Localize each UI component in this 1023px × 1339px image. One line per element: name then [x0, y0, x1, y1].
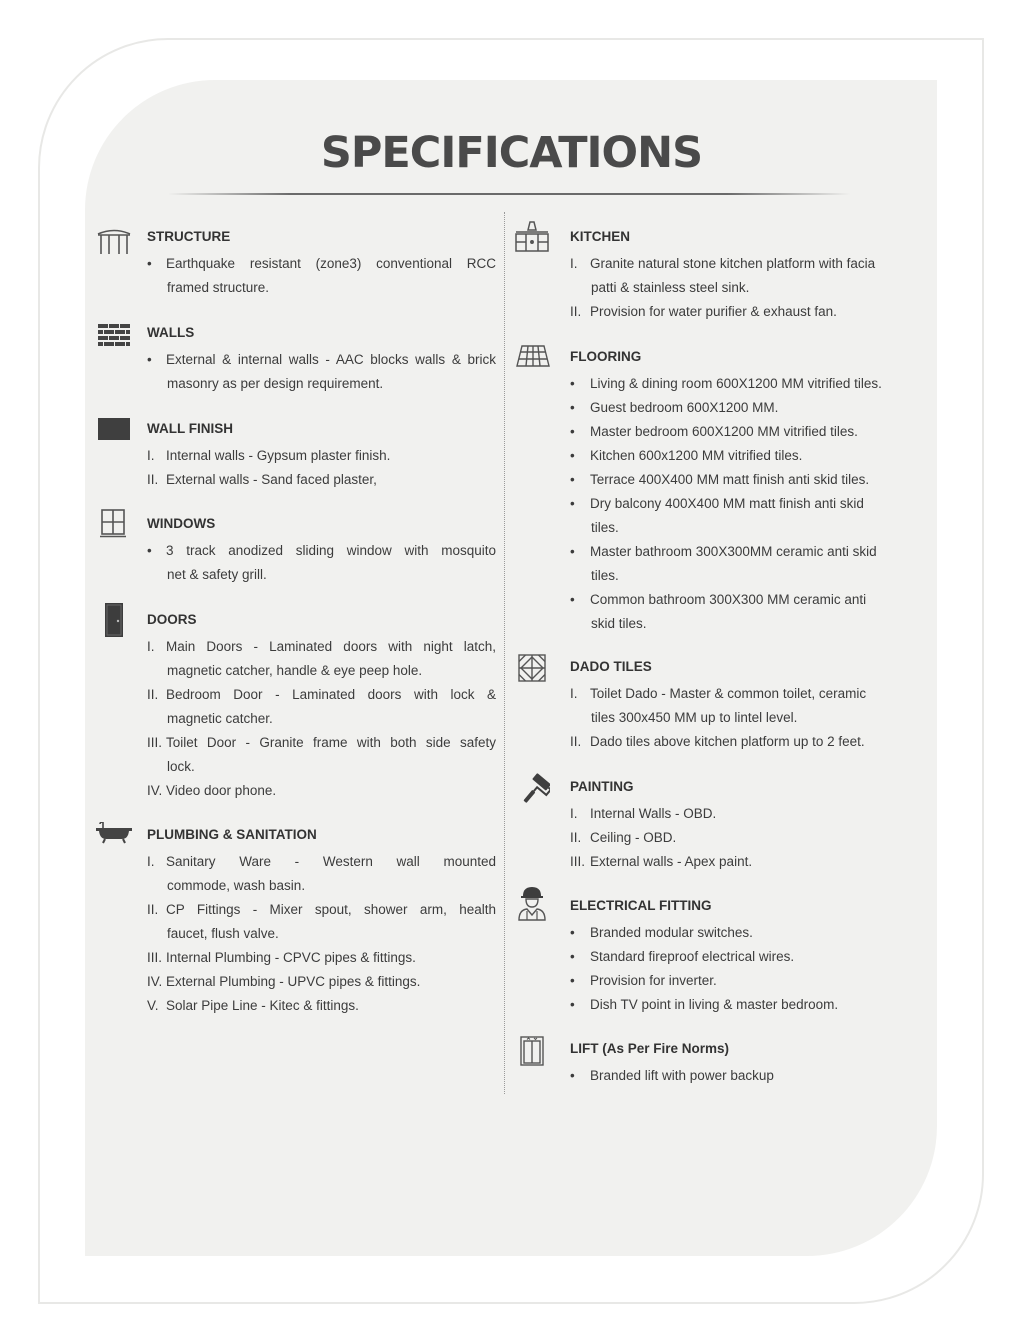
spec-text: faucet, flush valve.: [167, 926, 279, 941]
spec-line: [147, 252, 496, 276]
spec-line: [570, 540, 924, 564]
spec-line: [147, 779, 496, 803]
list-marker: •: [570, 496, 575, 511]
spec-line: [147, 731, 496, 755]
spec-line: [147, 994, 496, 1018]
spec-line: [570, 850, 924, 874]
spec-line: [570, 420, 924, 444]
spec-text: Standard fireproof electrical wires.: [590, 949, 795, 964]
list-marker: •: [147, 543, 152, 558]
list-marker: III.: [147, 735, 163, 750]
spec-line: [570, 252, 924, 276]
list-marker: •: [570, 949, 575, 964]
spec-line: [147, 348, 496, 372]
bathtub-icon: [96, 822, 132, 844]
list-marker: IV.: [147, 974, 163, 989]
spec-text: Internal walls - Gypsum plaster finish.: [166, 448, 391, 463]
page-title: SPECIFICATIONS: [320, 128, 703, 178]
spec-text: Internal Walls - OBD.: [590, 806, 717, 821]
list-marker: II.: [570, 734, 582, 749]
spec-text: Provision for inverter.: [590, 973, 717, 988]
spec-line: [147, 683, 496, 707]
section-title: LIFT (As Per Fire Norms): [570, 1041, 730, 1056]
section-title: KITCHEN: [570, 229, 630, 244]
list-marker: •: [570, 1068, 575, 1083]
spec-line: [570, 492, 924, 516]
spec-text: framed structure.: [167, 280, 270, 295]
spec-line: [570, 921, 924, 945]
section-title: FLOORING: [570, 349, 642, 364]
pergola-icon: [96, 228, 132, 256]
spec-line: [570, 682, 924, 706]
spec-line: [147, 970, 496, 994]
section-title: DADO TILES: [570, 659, 652, 674]
spec-text: tiles 300x450 MM up to lintel level.: [591, 710, 798, 725]
section-title: PLUMBING & SANITATION: [147, 827, 317, 842]
spec-text: net & safety grill.: [167, 567, 267, 582]
section-title: PAINTING: [570, 779, 634, 794]
spec-line: [147, 539, 496, 563]
spec-text: Common bathroom 300X300 MM ceramic anti: [590, 592, 867, 607]
spec-text: Guest bedroom 600X1200 MM.: [590, 400, 779, 415]
title-underline: [168, 193, 850, 195]
spec-text: External & internal walls - AAC blocks walls & brick: [166, 352, 496, 367]
spec-text: masonry as per design requirement.: [167, 376, 384, 391]
spec-text: magnetic catcher.: [167, 711, 273, 726]
list-marker: I.: [147, 639, 155, 654]
list-marker: •: [570, 424, 575, 439]
spec-text: Granite natural stone kitchen platform with facia: [590, 256, 876, 271]
spec-text: Kitchen 600x1200 MM vitrified tiles.: [590, 448, 803, 463]
list-marker: II.: [570, 830, 582, 845]
spec-text: Sanitary Ware - Western wall mounted: [166, 854, 496, 869]
spec-text: Bedroom Door - Laminated doors with lock &: [166, 687, 496, 702]
spec-text: External walls - Sand faced plaster,: [166, 472, 377, 487]
spec-line: [147, 946, 496, 970]
spec-text: Master bathroom 300X300MM ceramic anti skid: [590, 544, 877, 559]
section-title: STRUCTURE: [147, 229, 231, 244]
spec-line: [570, 300, 924, 324]
spec-text: patti & stainless steel sink.: [591, 280, 750, 295]
door-icon: [104, 603, 124, 637]
spec-text: External Plumbing - UPVC pipes & fittings.: [166, 974, 421, 989]
list-marker: •: [570, 592, 575, 607]
spec-text: Video door phone.: [166, 783, 277, 798]
spec-text: Internal Plumbing - CPVC pipes & fittings.: [166, 950, 416, 965]
spec-line: [147, 372, 496, 396]
list-marker: II.: [147, 687, 159, 702]
list-marker: •: [570, 376, 575, 391]
spec-line: [147, 635, 496, 659]
spec-text: Living & dining room 600X1200 MM vitrified tiles.: [590, 376, 882, 391]
spec-line: [147, 922, 496, 946]
spec-line: [570, 802, 924, 826]
kitchen-icon: [514, 220, 550, 254]
list-marker: III.: [147, 950, 163, 965]
list-marker: I.: [147, 448, 155, 463]
list-marker: •: [570, 997, 575, 1012]
spec-line: [570, 276, 924, 300]
list-marker: •: [147, 256, 152, 271]
spec-line: [570, 564, 924, 588]
section-title: DOORS: [147, 612, 197, 627]
spec-line: [570, 826, 924, 850]
spec-line: [570, 588, 924, 612]
section-title: ELECTRICAL FITTING: [570, 898, 712, 913]
list-marker: •: [570, 925, 575, 940]
spec-text: Master bedroom 600X1200 MM vitrified tiles.: [590, 424, 858, 439]
dado-tile-icon: [518, 654, 546, 682]
spec-text: Dado tiles above kitchen platform up to 2 feet.: [590, 734, 865, 749]
list-marker: V.: [147, 998, 159, 1013]
spec-line: [570, 706, 924, 730]
list-marker: I.: [147, 854, 155, 869]
spec-line: [147, 707, 496, 731]
window-icon: [100, 509, 126, 539]
list-marker: II.: [570, 304, 582, 319]
spec-line: [147, 850, 496, 874]
spec-line: [570, 1064, 924, 1088]
spec-line: [570, 468, 924, 492]
spec-text: Branded lift with power backup: [590, 1068, 774, 1083]
spec-text: Toilet Door - Granite frame with both side safety: [166, 735, 496, 750]
list-marker: I.: [570, 256, 578, 271]
spec-text: lock.: [167, 759, 195, 774]
paint-roller-icon: [516, 772, 550, 806]
lift-icon: [520, 1036, 544, 1066]
spec-text: Terrace 400X400 MM matt finish anti skid tiles.: [590, 472, 870, 487]
spec-line: [570, 516, 924, 540]
list-marker: •: [570, 400, 575, 415]
spec-line: [147, 468, 496, 492]
list-marker: II.: [147, 902, 159, 917]
spec-text: Dish TV point in living & master bedroom.: [590, 997, 839, 1012]
list-marker: I.: [570, 806, 578, 821]
list-marker: •: [570, 973, 575, 988]
spec-text: magnetic catcher, handle & eye peep hole.: [167, 663, 423, 678]
spec-text: External walls - Apex paint.: [590, 854, 753, 869]
wall-panel-icon: [98, 418, 130, 440]
spec-line: [147, 444, 496, 468]
spec-line: [147, 898, 496, 922]
spec-text: Main Doors - Laminated doors with night latch,: [166, 639, 496, 654]
list-marker: II.: [147, 472, 159, 487]
spec-line: [147, 659, 496, 683]
spec-text: Solar Pipe Line - Kitec & fittings.: [166, 998, 359, 1013]
list-marker: IV.: [147, 783, 163, 798]
section-title: WALL FINISH: [147, 421, 233, 436]
spec-line: [147, 563, 496, 587]
list-marker: I.: [570, 686, 578, 701]
spec-text: Provision for water purifier & exhaust fan.: [590, 304, 837, 319]
spec-line: [147, 874, 496, 898]
spec-line: [147, 276, 496, 300]
list-marker: •: [570, 472, 575, 487]
list-marker: •: [147, 352, 152, 367]
spec-text: CP Fittings - Mixer spout, shower arm, health: [166, 902, 496, 917]
electrician-icon: [516, 885, 548, 921]
spec-line: [570, 730, 924, 754]
column-divider: [504, 212, 505, 1094]
spec-line: [570, 612, 924, 636]
spec-line: [570, 396, 924, 420]
spec-line: [147, 755, 496, 779]
list-marker: III.: [570, 854, 586, 869]
spec-text: Branded modular switches.: [590, 925, 753, 940]
spec-text: skid tiles.: [591, 616, 647, 631]
floor-tiles-icon: [516, 344, 550, 368]
spec-text: Earthquake resistant (zone3) conventional RCC: [166, 256, 496, 271]
spec-text: tiles.: [591, 568, 619, 583]
spec-line: [570, 945, 924, 969]
spec-text: Toilet Dado - Master & common toilet, ceramic: [590, 686, 867, 701]
spec-text: commode, wash basin.: [167, 878, 306, 893]
spec-line: [570, 444, 924, 468]
spec-line: [570, 993, 924, 1017]
spec-text: tiles.: [591, 520, 619, 535]
list-marker: •: [570, 448, 575, 463]
section-title: WALLS: [147, 325, 195, 340]
brick-wall-icon: [98, 324, 130, 346]
spec-text: Ceiling - OBD.: [590, 830, 677, 845]
spec-text: Dry balcony 400X400 MM matt finish anti skid: [590, 496, 864, 511]
spec-text: 3 track anodized sliding window with mosquito: [166, 543, 496, 558]
spec-line: [570, 372, 924, 396]
section-title: WINDOWS: [147, 516, 216, 531]
spec-line: [570, 969, 924, 993]
list-marker: •: [570, 544, 575, 559]
